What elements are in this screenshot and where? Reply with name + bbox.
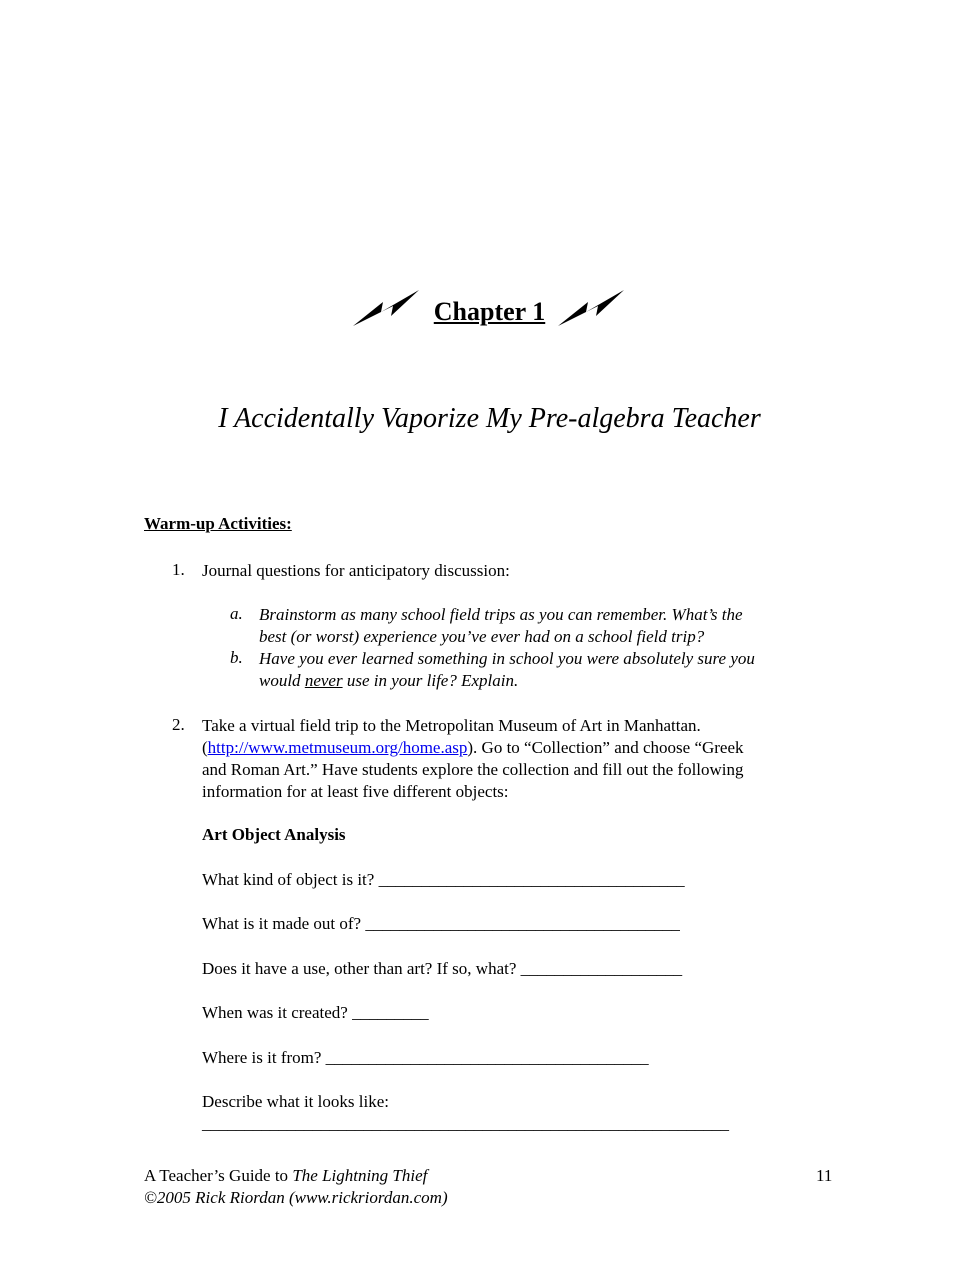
- list-item-line: Take a virtual field trip to the Metropolitan Museum of Art in Manhattan.: [202, 716, 701, 735]
- sublist-item-line: Brainstorm as many school field trips as you can remember. What’s the: [259, 605, 743, 624]
- text-span: ). Go to “Collection” and choose “Greek: [467, 738, 744, 757]
- field-created[interactable]: When was it created? _________: [202, 1003, 429, 1022]
- field-origin[interactable]: Where is it from? ______________________________________: [202, 1048, 649, 1067]
- chapter-title: Chapter 1: [433, 296, 546, 326]
- footer-guide-title: [144, 1166, 427, 1186]
- sublist-item-line: best (or worst) experience you’ve ever had on a school field trip?: [259, 627, 705, 646]
- chapter-subtitle: I Accidentally Vaporize My Pre-algebra Teacher: [218, 403, 761, 434]
- text-span: use in your life? Explain.: [342, 671, 519, 690]
- met-museum-link[interactable]: http://www.metmuseum.org/home.asp: [207, 738, 468, 757]
- chapter-heading: [0, 288, 979, 335]
- lightning-bolt-icon: [353, 288, 421, 335]
- field-object-kind[interactable]: What kind of object is it? ____________________________________: [202, 870, 685, 889]
- list-item-text: Journal questions for anticipatory discussion:: [202, 561, 510, 580]
- sublist-item-line: Have you ever learned something in school you were absolutely sure you: [259, 649, 755, 668]
- field-describe-label: Describe what it looks like:: [202, 1092, 389, 1111]
- sublist-item-line: [259, 670, 518, 692]
- footer-copyright: ©2005 Rick Riordan (www.rickriordan.com): [144, 1188, 448, 1207]
- field-describe-line[interactable]: ______________________________________________________________: [202, 1114, 729, 1133]
- list-item-line: [202, 737, 744, 759]
- text-span: (: [202, 738, 208, 757]
- warmup-heading: Warm-up Activities:: [144, 514, 292, 533]
- page-number: 11: [816, 1166, 833, 1185]
- text-span: A Teacher’s Guide to: [144, 1166, 293, 1185]
- list-item-line: and Roman Art.” Have students explore the collection and fill out the following: [202, 760, 744, 779]
- emphasis-never: never: [304, 671, 343, 690]
- field-made-of[interactable]: What is it made out of? _____________________________________: [202, 914, 680, 933]
- list-number: 1.: [172, 560, 185, 579]
- book-title: The Lightning Thief: [292, 1166, 428, 1185]
- sublist-letter: a.: [230, 604, 243, 623]
- lightning-bolt-icon: [558, 288, 626, 335]
- list-number: 2.: [172, 715, 185, 734]
- list-item-line: information for at least five different objects:: [202, 782, 509, 801]
- text-span: would: [259, 671, 305, 690]
- sublist-letter: b.: [230, 648, 243, 667]
- field-use[interactable]: Does it have a use, other than art? If so, what? ___________________: [202, 959, 683, 978]
- analysis-title: Art Object Analysis: [202, 825, 346, 844]
